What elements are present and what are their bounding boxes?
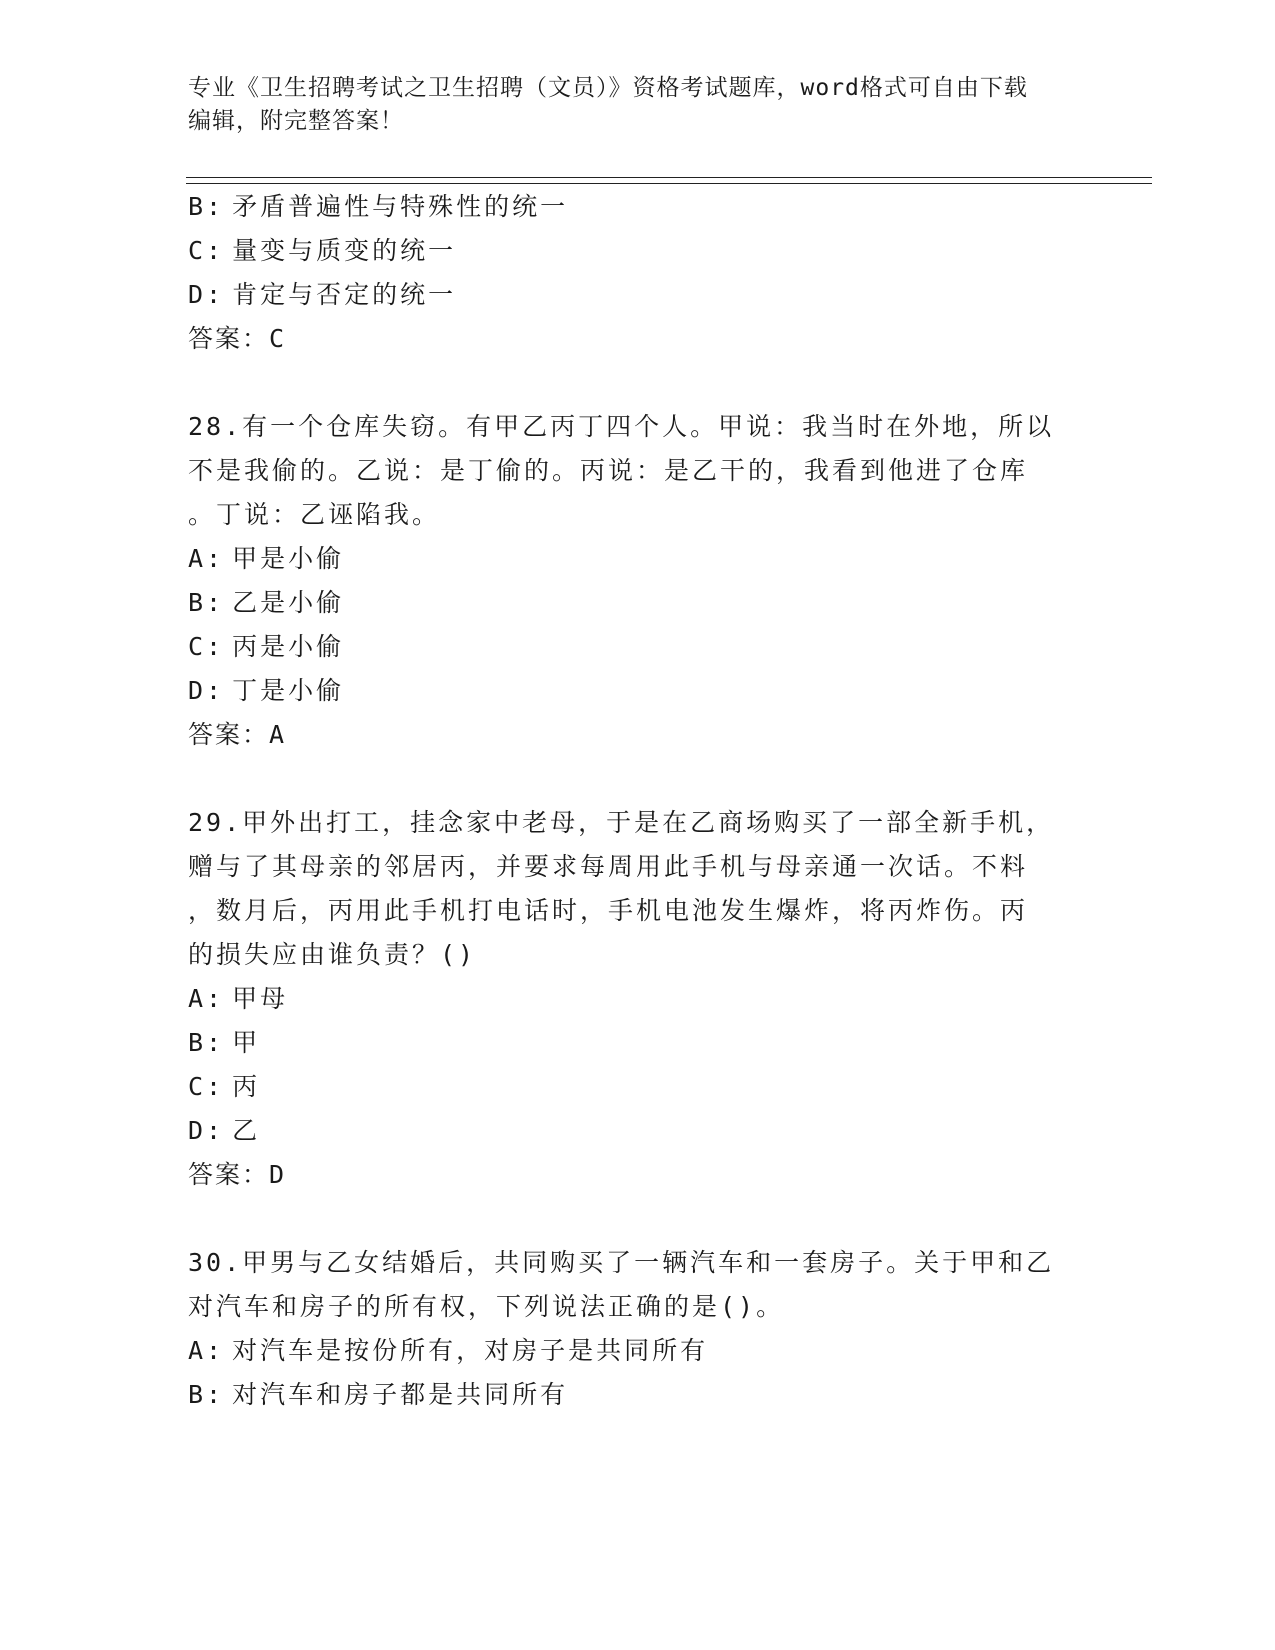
option-letter: D: [188,280,225,309]
option-text: 乙是小偷 [232,588,345,617]
option-letter: A: [188,984,225,1013]
option-letter: B: [188,1380,225,1409]
option-text: 肯定与否定的统一 [232,280,457,309]
option-text: 对汽车和房子都是共同所有 [232,1380,569,1409]
option-item [188,1028,260,1058]
option-letter: B: [188,1028,225,1057]
answer-line: 答案：C [188,324,287,353]
question-stem-line: 29.甲外出打工，挂念家中老母，于是在乙商场购买了一部全新手机， [188,808,1055,837]
header-rule-bottom [186,183,1152,184]
option-item [188,192,568,222]
option-letter: A: [188,1336,225,1365]
document-header [188,72,1088,138]
option-item [188,984,288,1014]
option-letter: D: [188,676,225,705]
option-letter: C: [188,1072,225,1101]
option-item [188,1072,260,1102]
option-text: 丁是小偷 [232,676,345,705]
header-line-1: 专业《卫生招聘考试之卫生招聘（文员）》资格考试题库，word格式可自由下载 [188,75,1028,101]
option-item [188,676,344,706]
option-item [188,1380,568,1410]
option-text: 对汽车是按份所有，对房子是共同所有 [232,1336,709,1365]
answer-line: 答案：A [188,720,287,749]
option-item [188,1336,708,1366]
option-letter: C: [188,632,225,661]
option-item [188,632,344,662]
option-letter: A: [188,544,225,573]
question-stem-line: 。丁说：乙诬陷我。 [188,500,441,529]
question-stem-line: 赠与了其母亲的邻居丙，并要求每周用此手机与母亲通一次话。不料 [188,852,1029,881]
option-text: 丙是小偷 [232,632,345,661]
header-line-2: 编辑，附完整答案！ [188,108,404,134]
option-text: 甲 [232,1028,261,1057]
option-text: 乙 [232,1116,261,1145]
option-item [188,588,344,618]
option-letter: C: [188,236,225,265]
option-text: 丙 [232,1072,261,1101]
question-stem-line: 的损失应由谁负责？() [188,940,477,969]
question-stem-line: ，数月后，丙用此手机打电话时，手机电池发生爆炸，将丙炸伤。丙 [188,896,1029,925]
header-rule-top [186,177,1152,178]
question-stem-line: 28.有一个仓库失窃。有甲乙丙丁四个人。甲说：我当时在外地，所以 [188,412,1055,441]
answer-line: 答案：D [188,1160,287,1189]
question-stem-line: 不是我偷的。乙说：是丁偷的。丙说：是乙干的，我看到他进了仓库 [188,456,1029,485]
question-stem-line: 30.甲男与乙女结婚后，共同购买了一辆汽车和一套房子。关于甲和乙 [188,1248,1055,1277]
option-letter: D: [188,1116,225,1145]
option-item [188,1116,260,1146]
option-text: 甲是小偷 [232,544,345,573]
option-text: 甲母 [232,984,289,1013]
option-letter: B: [188,192,225,221]
option-item [188,544,344,574]
option-text: 量变与质变的统一 [232,236,457,265]
option-item [188,236,456,266]
option-text: 矛盾普遍性与特殊性的统一 [232,192,569,221]
option-letter: B: [188,588,225,617]
option-item [188,280,456,310]
question-stem-line: 对汽车和房子的所有权，下列说法正确的是()。 [188,1292,785,1321]
